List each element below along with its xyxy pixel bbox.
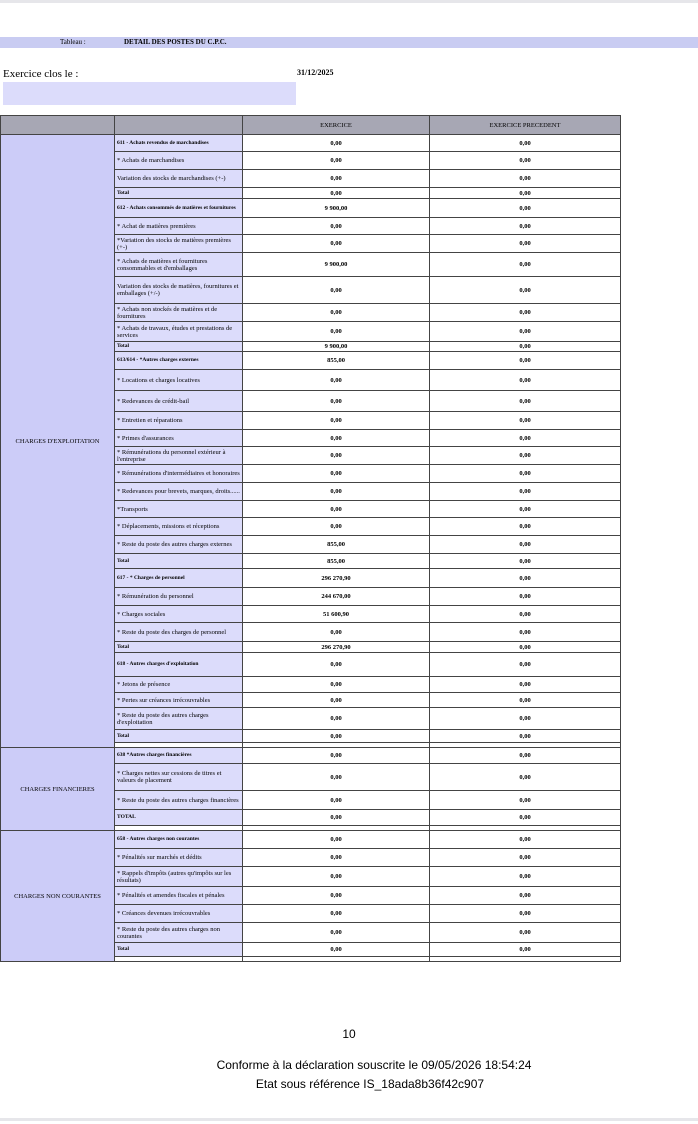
current-value: 0,00	[243, 518, 430, 536]
row-label: * Reste du poste des autres charges externes	[115, 536, 243, 554]
current-value: 0,00	[243, 152, 430, 170]
current-value: 0,00	[243, 923, 430, 943]
row-label: * Redevances de crédit-bail	[115, 391, 243, 412]
row-label: * Achat de matières premières	[115, 218, 243, 235]
row-label: * Achats de matières et fournitures consommables et d'emballages	[115, 253, 243, 277]
previous-value: 0,00	[430, 199, 621, 218]
previous-value: 0,00	[430, 412, 621, 430]
previous-value: 0,00	[430, 304, 621, 322]
previous-value: 0,00	[430, 391, 621, 412]
row-label: * Pertes sur créances irrécouvrables	[115, 693, 243, 708]
row-label: Total	[115, 554, 243, 569]
current-value: 0,00	[243, 810, 430, 826]
row-label: * Entretien et réparations	[115, 412, 243, 430]
previous-value: 0,00	[430, 642, 621, 653]
current-value: 0,00	[243, 218, 430, 235]
tableau-label: Tableau :	[60, 38, 86, 46]
table-header-row	[1, 116, 621, 135]
row-label: * Achats non stockés de matières et de fournitures	[115, 304, 243, 322]
title-bar	[0, 37, 698, 48]
previous-value: 0,00	[430, 188, 621, 199]
exercise-date: 31/12/2025	[297, 68, 334, 77]
row-label: Total	[115, 730, 243, 743]
row-label: 612 - Achats consommés de matières et fournitures	[115, 199, 243, 218]
top-border	[0, 0, 698, 3]
current-value: 0,00	[243, 370, 430, 391]
previous-value: 0,00	[430, 606, 621, 623]
row-label: * Primes d'assurances	[115, 430, 243, 447]
reference-text: Etat sous référence IS_18ada8b36f42c907	[255, 1077, 485, 1091]
previous-value: 0,00	[430, 218, 621, 235]
previous-value: 0,00	[430, 748, 621, 764]
row-label: * Redevances pour brevets, marques, droits......	[115, 483, 243, 501]
current-value: 0,00	[243, 501, 430, 518]
previous-value: 0,00	[430, 342, 621, 352]
previous-value: 0,00	[430, 588, 621, 606]
previous-value: 0,00	[430, 905, 621, 923]
row-label: * Pénalités sur marchés et dédits	[115, 849, 243, 867]
row-label: 638 *Autres charges financières	[115, 748, 243, 764]
previous-value: 0,00	[430, 764, 621, 791]
previous-value: 0,00	[430, 235, 621, 253]
current-value: 0,00	[243, 188, 430, 199]
previous-value: 0,00	[430, 791, 621, 810]
section-title: CHARGES NON COURANTES	[1, 831, 115, 962]
current-value: 51 600,90	[243, 606, 430, 623]
table-row	[1, 748, 621, 764]
previous-value: 0,00	[430, 708, 621, 730]
current-value: 0,00	[243, 887, 430, 905]
current-value: 0,00	[243, 831, 430, 849]
current-value: 0,00	[243, 764, 430, 791]
current-value: 0,00	[243, 412, 430, 430]
row-label: *Variation des stocks de matières premières (+-)	[115, 235, 243, 253]
current-value: 0,00	[243, 623, 430, 642]
current-value: 0,00	[243, 447, 430, 465]
cpc-detail-table	[0, 115, 621, 962]
current-value: 855,00	[243, 554, 430, 569]
previous-value: 0,00	[430, 831, 621, 849]
row-label: * Locations et charges locatives	[115, 370, 243, 391]
current-value: 0,00	[243, 277, 430, 304]
previous-value: 0,00	[430, 352, 621, 370]
current-value: 0,00	[243, 677, 430, 693]
spacer-cell	[243, 957, 430, 962]
current-value: 9 900,00	[243, 253, 430, 277]
row-label: *Transports	[115, 501, 243, 518]
previous-value: 0,00	[430, 483, 621, 501]
row-label: * Reste du poste des charges de personnel	[115, 623, 243, 642]
header-previous: EXERCICE PRECEDENT	[430, 116, 621, 135]
previous-value: 0,00	[430, 135, 621, 152]
previous-value: 0,00	[430, 170, 621, 188]
row-label: * Charges sociales	[115, 606, 243, 623]
section-title: CHARGES D'EXPLOITATION	[1, 135, 115, 748]
header-blank-cell	[115, 116, 243, 135]
row-label: * Déplacements, missions et réceptions	[115, 518, 243, 536]
previous-value: 0,00	[430, 569, 621, 588]
exercise-box	[3, 82, 296, 105]
row-label: * Charges nettes sur cessions de titres et valeurs de placement	[115, 764, 243, 791]
row-label: Total	[115, 188, 243, 199]
header-blank-cell	[1, 116, 115, 135]
row-label: Variation des stocks de marchandises (+-)	[115, 170, 243, 188]
previous-value: 0,00	[430, 653, 621, 677]
current-value: 0,00	[243, 430, 430, 447]
previous-value: 0,00	[430, 370, 621, 391]
previous-value: 0,00	[430, 693, 621, 708]
row-label: * Jetons de présence	[115, 677, 243, 693]
current-value: 296 270,90	[243, 569, 430, 588]
previous-value: 0,00	[430, 430, 621, 447]
row-label: * Reste du poste des autres charges non courantes	[115, 923, 243, 943]
table-row	[1, 135, 621, 152]
previous-value: 0,00	[430, 277, 621, 304]
row-label: * Rémunération du personnel	[115, 588, 243, 606]
row-label: Total	[115, 342, 243, 352]
previous-value: 0,00	[430, 623, 621, 642]
row-label: * Rémunérations du personnel extérieur à l'entreprise	[115, 447, 243, 465]
row-label: * Pénalités et amendes fiscales et pénales	[115, 887, 243, 905]
current-value: 0,00	[243, 483, 430, 501]
conformity-text: Conforme à la déclaration souscrite le 09/05/2026 18:54:24	[216, 1058, 532, 1072]
row-label: * Achats de marchandises	[115, 152, 243, 170]
section-title: CHARGES FINANCIERES	[1, 748, 115, 831]
bottom-border	[0, 1118, 698, 1121]
previous-value: 0,00	[430, 518, 621, 536]
current-value: 0,00	[243, 135, 430, 152]
current-value: 0,00	[243, 849, 430, 867]
current-value: 0,00	[243, 748, 430, 764]
row-label: * Reste du poste des autres charges financières	[115, 791, 243, 810]
current-value: 0,00	[243, 791, 430, 810]
row-label: * Créances devenues irrécouvrables	[115, 905, 243, 923]
previous-value: 0,00	[430, 253, 621, 277]
current-value: 0,00	[243, 867, 430, 887]
previous-value: 0,00	[430, 867, 621, 887]
previous-value: 0,00	[430, 730, 621, 743]
row-label: 617 - * Charges de personnel	[115, 569, 243, 588]
previous-value: 0,00	[430, 849, 621, 867]
row-label: * Reste du poste des autres charges d'exploitation	[115, 708, 243, 730]
current-value: 0,00	[243, 693, 430, 708]
exercise-label: Exercice clos le :	[3, 68, 79, 80]
current-value: 855,00	[243, 352, 430, 370]
current-value: 9 900,00	[243, 199, 430, 218]
current-value: 0,00	[243, 708, 430, 730]
row-label: * Rémunérations d'intermédiaires et honoraires	[115, 465, 243, 483]
current-value: 0,00	[243, 304, 430, 322]
current-value: 244 670,00	[243, 588, 430, 606]
previous-value: 0,00	[430, 447, 621, 465]
page-number: 10	[342, 1027, 356, 1041]
row-label: * Achats de travaux, études et prestations de services	[115, 322, 243, 342]
previous-value: 0,00	[430, 554, 621, 569]
current-value: 855,00	[243, 536, 430, 554]
spacer-cell	[115, 957, 243, 962]
row-label: * Rappels d'impôts (autres qu'impôts sur les résultats)	[115, 867, 243, 887]
previous-value: 0,00	[430, 322, 621, 342]
table-row	[1, 831, 621, 849]
current-value: 0,00	[243, 653, 430, 677]
previous-value: 0,00	[430, 536, 621, 554]
current-value: 0,00	[243, 322, 430, 342]
row-label: Total	[115, 642, 243, 653]
current-value: 0,00	[243, 730, 430, 743]
row-label: Variation des stocks de matières, fournitures et emballages (+/-)	[115, 277, 243, 304]
row-label: TOTAL	[115, 810, 243, 826]
row-label: 611 - Achats revendus de marchandises	[115, 135, 243, 152]
row-label: 613/614 - *Autres charges externes	[115, 352, 243, 370]
current-value: 0,00	[243, 943, 430, 957]
current-value: 0,00	[243, 391, 430, 412]
previous-value: 0,00	[430, 923, 621, 943]
table-title: DETAIL DES POSTES DU C.P.C.	[124, 38, 227, 46]
current-value: 0,00	[243, 170, 430, 188]
previous-value: 0,00	[430, 152, 621, 170]
header-current: EXERCICE	[243, 116, 430, 135]
current-value: 9 900,00	[243, 342, 430, 352]
row-label: Total	[115, 943, 243, 957]
spacer-cell	[430, 957, 621, 962]
current-value: 0,00	[243, 905, 430, 923]
previous-value: 0,00	[430, 810, 621, 826]
previous-value: 0,00	[430, 677, 621, 693]
current-value: 0,00	[243, 465, 430, 483]
current-value: 0,00	[243, 235, 430, 253]
row-label: 658 - Autres charges non courantes	[115, 831, 243, 849]
previous-value: 0,00	[430, 887, 621, 905]
row-label: 618 - Autres charges d'exploitation	[115, 653, 243, 677]
previous-value: 0,00	[430, 501, 621, 518]
current-value: 296 270,90	[243, 642, 430, 653]
previous-value: 0,00	[430, 943, 621, 957]
previous-value: 0,00	[430, 465, 621, 483]
